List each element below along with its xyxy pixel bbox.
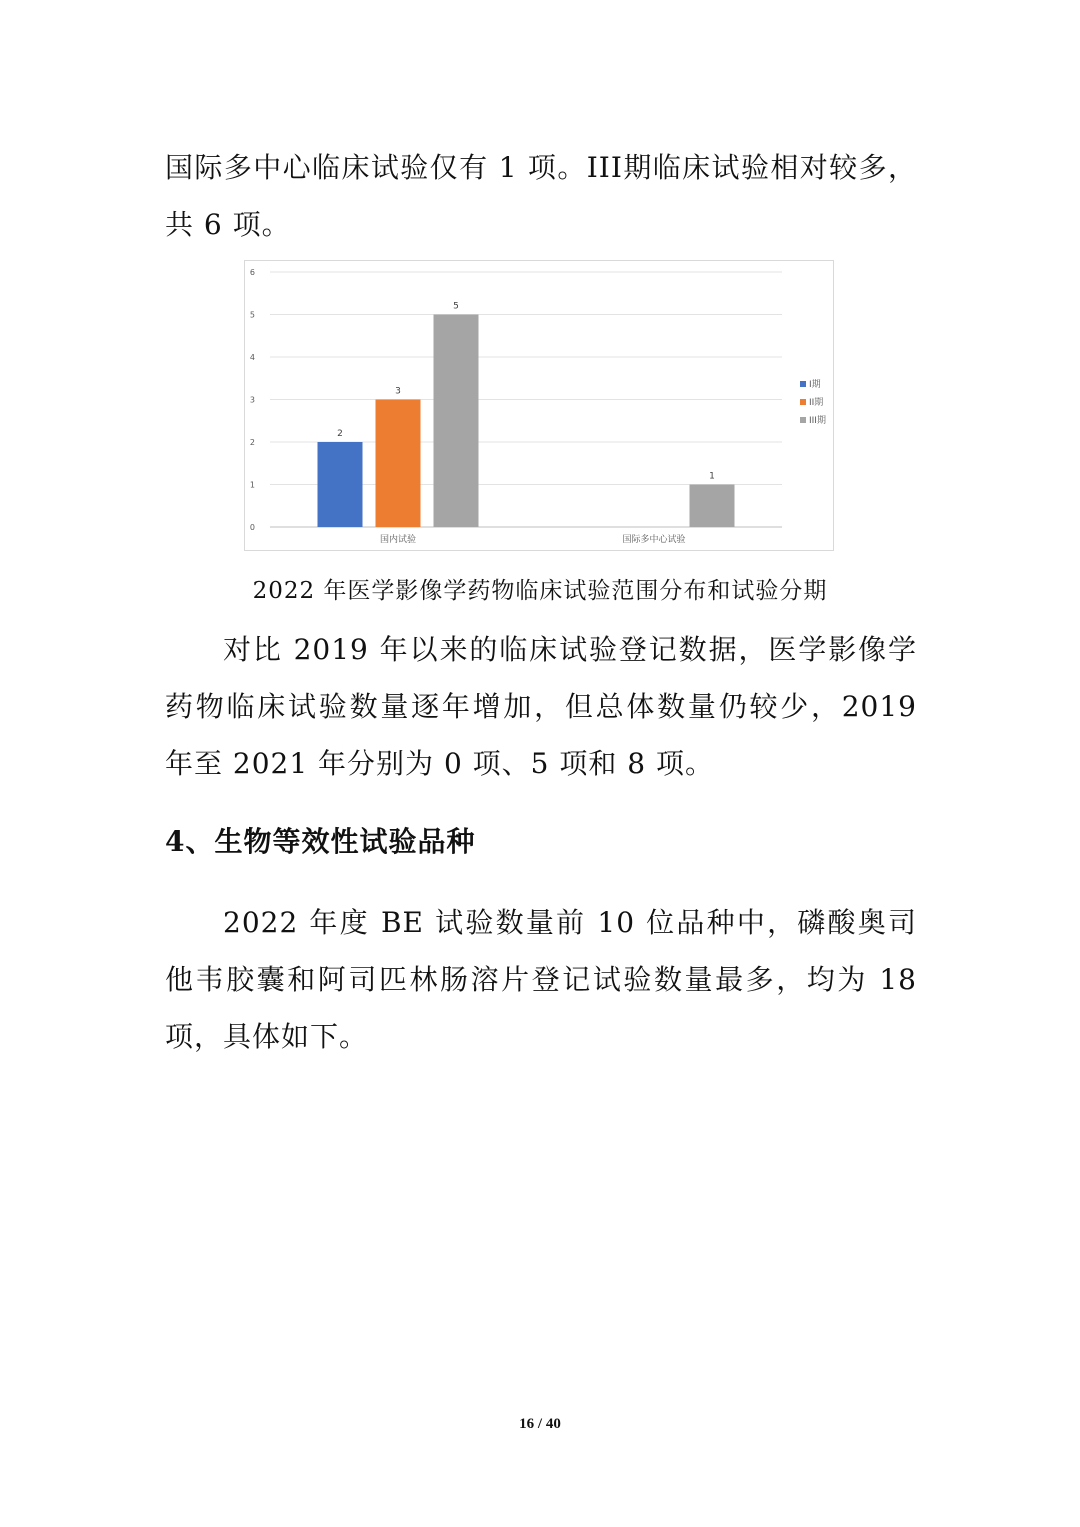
legend-label: II期 [809,398,824,408]
data-label: 5 [453,301,459,312]
y-tick-label: 0 [249,523,255,532]
y-tick-label: 6 [249,268,255,277]
category-label: 国内试验 [379,535,417,545]
y-tick-label: 3 [249,395,255,405]
y-tick-label: 1 [249,480,255,490]
legend-label: I期 [809,380,821,390]
bar-0-1 [376,400,421,528]
section-heading: 4、生物等效性试验品种 [165,825,476,858]
bar-0-0 [318,442,363,527]
data-label: 2 [337,429,343,439]
y-tick-label: 4 [249,353,255,362]
legend-swatch [800,417,806,423]
legend-swatch [800,381,806,387]
bar-chart [244,260,834,551]
paragraph-intl-trials: 国际多中心临床试验仅有 1 项。III期临床试验相对较多，共 6 项。 [165,151,917,241]
category-label: 国际多中心试验 [622,535,686,545]
chart-svg [245,261,833,550]
x-axis-categories [380,533,686,545]
chart-legend [800,378,826,426]
legend-swatch [800,399,806,405]
y-tick-label: 5 [249,310,255,320]
paragraph-comparison: 对比 2019 年以来的临床试验登记数据，医学影像学药物临床试验数量逐年增加，但总体数量仍较少，2019 年至 2021 年分别为 0 项、5 项和 8 项。 [165,633,917,780]
data-label: 3 [395,386,401,397]
y-axis-ticks [250,268,255,532]
bar-1-2 [690,485,735,528]
page-number: 16 / 40 [519,1416,561,1432]
legend-label: III期 [809,416,826,426]
y-tick-label: 2 [249,438,255,447]
bar-0-2 [434,315,479,528]
chart-bars [318,302,735,528]
data-label: 1 [709,471,715,482]
figure-caption: 2022 年医学影像学药物临床试验范围分布和试验分期 [252,578,828,604]
paragraph-be-trials: 2022 年度 BE 试验数量前 10 位品种中，磷酸奥司他韦胶囊和阿司匹林肠溶片登记试验数量最多，均为 18 项，具体如下。 [165,906,917,1053]
